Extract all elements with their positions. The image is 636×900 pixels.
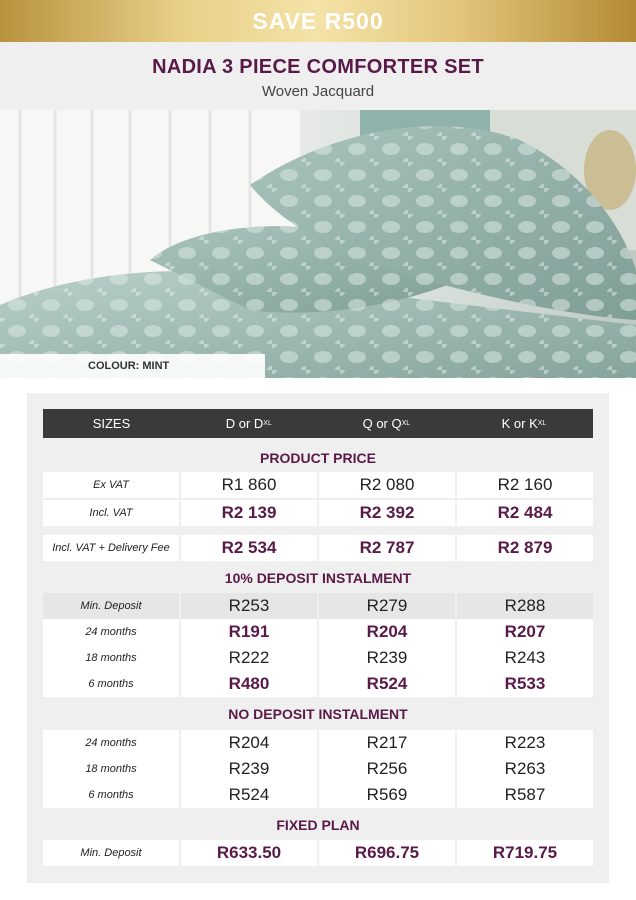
price-cell: R239 (181, 756, 317, 782)
size-header-king: K or K XL (501, 416, 547, 431)
table-row (43, 840, 593, 866)
price-cell: R696.75 (319, 840, 455, 866)
promo-banner-text: SAVE R500 (252, 7, 384, 34)
product-subtitle: Woven Jacquard (261, 83, 375, 100)
row-label: 18 months (43, 756, 179, 782)
product-heading (0, 42, 636, 110)
price-table (27, 393, 609, 883)
price-cell: R1 860 (181, 472, 317, 498)
price-cell: R719.75 (457, 840, 593, 866)
price-cell: R243 (457, 645, 593, 671)
price-cell: R2 080 (319, 472, 455, 498)
price-cell: R2 139 (181, 500, 317, 526)
price-cell: R2 879 (457, 535, 593, 561)
row-label: Incl. VAT + Delivery Fee (43, 535, 179, 561)
row-label: 24 months (43, 619, 179, 645)
section-title-product-price: PRODUCT PRICE (260, 450, 376, 466)
price-cell: R524 (319, 671, 455, 697)
section-title-no-deposit-instalment: NO DEPOSIT INSTALMENT (228, 706, 408, 722)
row-label: Min. Deposit (43, 593, 179, 619)
price-cell: R2 392 (319, 500, 455, 526)
table-header-row (43, 409, 593, 438)
price-cell: R223 (457, 730, 593, 756)
row-label: 6 months (43, 671, 179, 697)
price-cell: R2 534 (181, 535, 317, 561)
price-cell: R533 (457, 671, 593, 697)
price-cell: R279 (319, 593, 455, 619)
price-cell: R204 (319, 619, 455, 645)
table-row (43, 730, 593, 756)
size-header-double: D or D XL (225, 416, 272, 431)
table-row (43, 671, 593, 697)
row-label: 24 months (43, 730, 179, 756)
price-cell: R288 (457, 593, 593, 619)
sizes-header: SIZES (92, 416, 131, 431)
price-cell: R587 (457, 782, 593, 808)
price-cell: R263 (457, 756, 593, 782)
price-cell: R239 (319, 645, 455, 671)
price-cell: R480 (181, 671, 317, 697)
table-row (43, 593, 593, 619)
price-cell: R256 (319, 756, 455, 782)
promo-banner (0, 0, 636, 42)
bedding-illustration (0, 110, 636, 378)
table-row (43, 535, 593, 561)
price-cell: R633.50 (181, 840, 317, 866)
price-cell: R569 (319, 782, 455, 808)
row-label: 18 months (43, 645, 179, 671)
product-photo (0, 110, 636, 378)
table-row (43, 782, 593, 808)
product-title: NADIA 3 PIECE COMFORTER SET (152, 56, 484, 78)
price-cell: R2 787 (319, 535, 455, 561)
price-cell: R2 484 (457, 500, 593, 526)
price-cell: R253 (181, 593, 317, 619)
price-cell: R204 (181, 730, 317, 756)
table-row (43, 645, 593, 671)
price-cell: R222 (181, 645, 317, 671)
price-cell: R191 (181, 619, 317, 645)
row-label: Min. Deposit (43, 840, 179, 866)
price-cell: R207 (457, 619, 593, 645)
section-title-deposit-instalment: 10% DEPOSIT INSTALMENT (224, 570, 412, 586)
price-cell: R2 160 (457, 472, 593, 498)
table-row (43, 619, 593, 645)
table-row (43, 756, 593, 782)
price-cell: R524 (181, 782, 317, 808)
row-label: Incl. VAT (43, 500, 179, 526)
section-title-fixed-plan: FIXED PLAN (276, 817, 360, 833)
table-row (43, 500, 593, 526)
table-row (43, 472, 593, 498)
row-label: Ex VAT (43, 472, 179, 498)
size-header-queen: Q or Q XL (362, 416, 411, 431)
colour-label: COLOUR: MINT (0, 354, 265, 378)
row-label: 6 months (43, 782, 179, 808)
price-cell: R217 (319, 730, 455, 756)
